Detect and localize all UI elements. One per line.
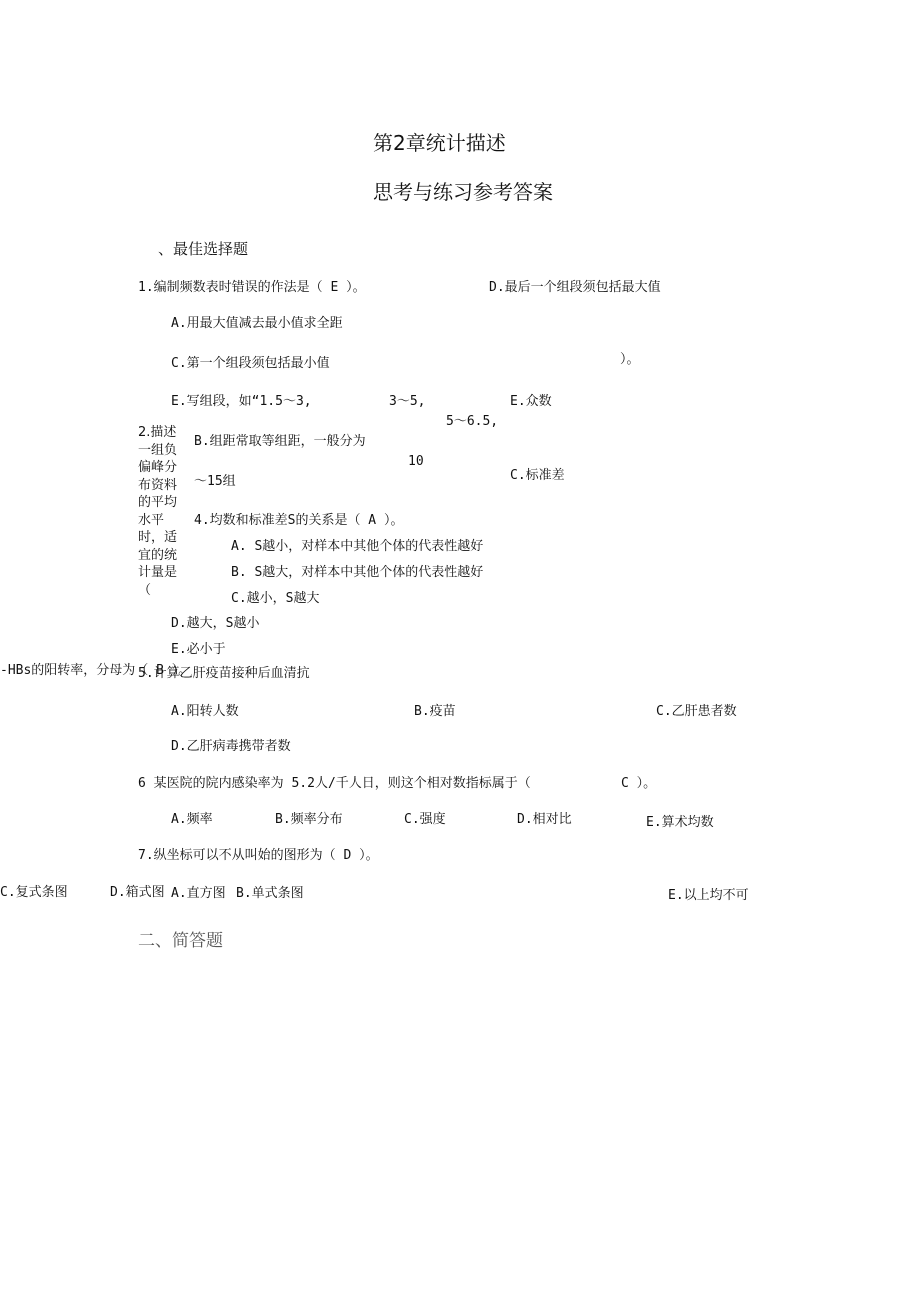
q1-option-c: C.第一个组段须包括最小值 bbox=[171, 356, 330, 371]
q6-stem: 6 某医院的院内感染率为 5.2人/千人日，则这个相对数指标属于（ bbox=[138, 776, 531, 791]
q4-option-c: C.越小，S越大 bbox=[231, 591, 320, 606]
q4-option-b: B. S越大，对样本中其他个体的代表性越好 bbox=[231, 565, 484, 580]
section-heading-choice: 、最佳选择题 bbox=[158, 240, 249, 258]
q2-option-c: C.标准差 bbox=[510, 468, 565, 483]
q5-option-a: A.阳转人数 bbox=[171, 704, 239, 719]
q2-option-e: E.众数 bbox=[510, 394, 552, 409]
q1-option-a: A.用最大值减去最小值求全距 bbox=[171, 316, 343, 331]
q5-stem-left: -HBs的阳转率，分母为（ B ）。 bbox=[0, 663, 192, 678]
section-heading-short-answer: 二、简答题 bbox=[138, 931, 223, 951]
q4-option-d: D.越大，S越小 bbox=[171, 616, 260, 631]
q1-option-b-number: 10 bbox=[408, 454, 424, 469]
q1-option-b-tail: ～15组 bbox=[194, 474, 236, 489]
q1-option-d: D.最后一个组段须包括最大值 bbox=[489, 280, 661, 295]
q7-option-a: A.直方图 bbox=[171, 886, 226, 901]
q5-option-c: C.乙肝患者数 bbox=[656, 704, 737, 719]
q1-stray-paren: ）。 bbox=[620, 352, 640, 367]
q6-option-c: C.强度 bbox=[404, 812, 446, 827]
q7-option-e: E.以上均不可 bbox=[668, 888, 749, 901]
q4-stem: 4.均数和标准差S的关系是（ A ）。 bbox=[194, 513, 404, 528]
q5-option-d: D.乙肝病毒携带者数 bbox=[171, 739, 291, 754]
chapter-title: 第2章统计描述 bbox=[373, 131, 506, 155]
q4-option-a: A. S越小，对样本中其他个体的代表性越好 bbox=[231, 539, 484, 554]
q6-option-b: B.频率分布 bbox=[275, 812, 343, 827]
page-subtitle: 思考与练习参考答案 bbox=[373, 180, 553, 204]
q5-stem: 5.计算乙肝疫苗接种后血清抗 bbox=[138, 666, 310, 681]
q1-option-e-range2: 3～5, bbox=[389, 394, 426, 409]
q7-stem: 7.纵坐标可以不从叫始的图形为（ D ）。 bbox=[138, 848, 379, 863]
q6-answer: C ）。 bbox=[621, 776, 657, 791]
q2-stem: 2.描述一组负偏峰分布资料的平均水平时，适宜的统计量是（ bbox=[138, 425, 178, 598]
q7-option-d: D.箱式图 bbox=[110, 885, 165, 900]
q6-option-a: A.频率 bbox=[171, 812, 213, 827]
q4-option-e: E.必小于 bbox=[171, 642, 226, 657]
q7-option-c: C.复式条图 bbox=[0, 885, 68, 900]
q6-option-e: E.算术均数 bbox=[646, 815, 714, 830]
q7-option-b: B.单式条图 bbox=[236, 886, 304, 901]
q1-option-e: E.写组段，如“1.5～3, bbox=[171, 394, 312, 409]
q5-option-b: B.疫苗 bbox=[414, 704, 456, 719]
q1-stem: 1.编制频数表时错误的作法是（ E ）。 bbox=[138, 280, 366, 295]
q1-option-e-range3: 5～6.5, bbox=[446, 414, 499, 429]
q1-option-b: B.组距常取等组距，一般分为 bbox=[194, 434, 366, 449]
q6-option-d: D.相对比 bbox=[517, 812, 572, 827]
